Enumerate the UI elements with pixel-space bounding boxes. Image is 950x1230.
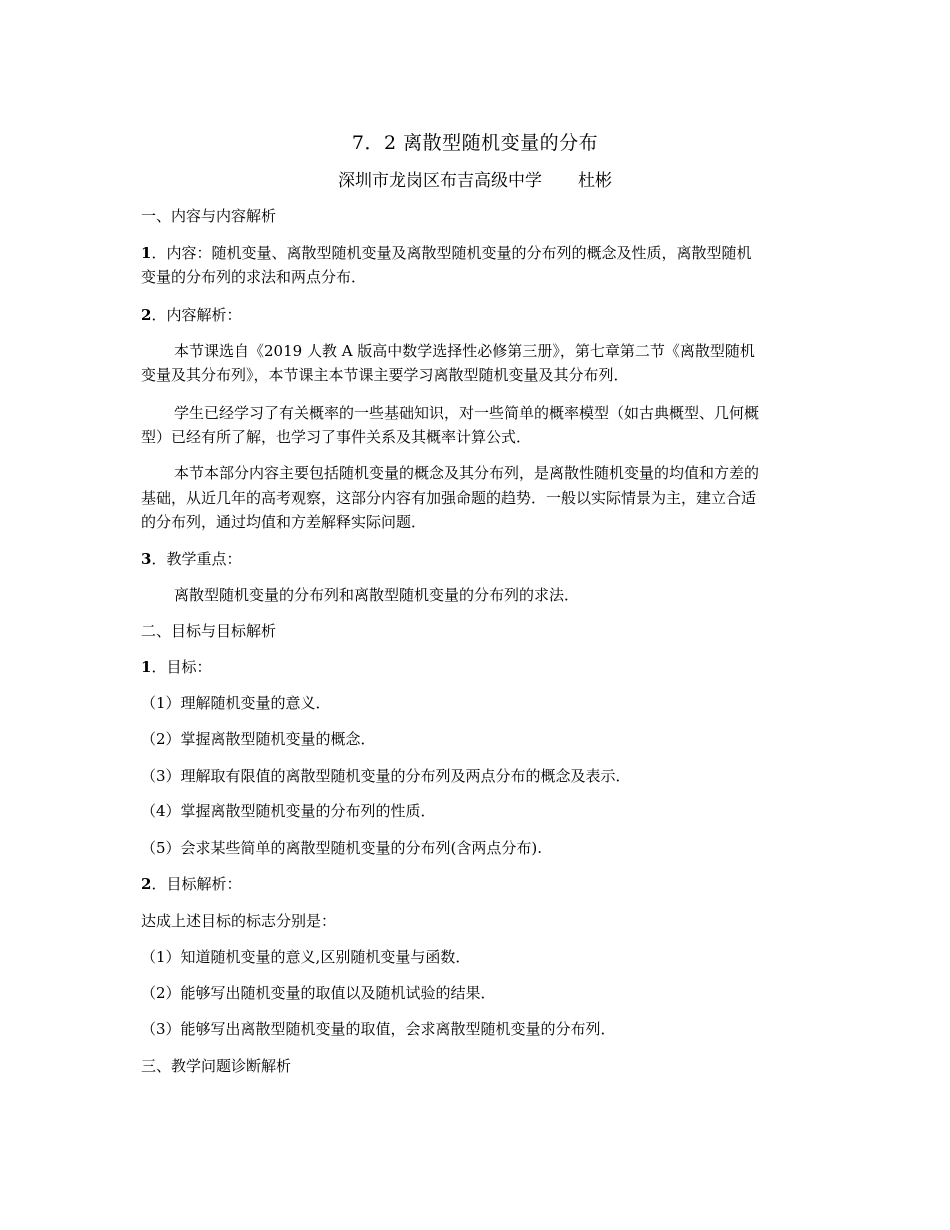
s2-goal-2: （2）掌握离散型随机变量的概念． xyxy=(141,730,376,748)
s1-item3-line: 3．教学重点： xyxy=(141,550,242,568)
s1-item1-line2: 变量的分布列的求法和两点分布． xyxy=(141,268,367,286)
s1-item2-line: 2．内容解析： xyxy=(141,306,242,324)
s1-item2-num: 2 xyxy=(141,306,152,324)
section1-heading: 一、内容与内容解析 xyxy=(141,207,277,225)
s2-analysis-2: （2）能够写出随机变量的取值以及随机试验的结果． xyxy=(141,984,496,1002)
s2-analysis-1: （1）知道随机变量的意义,区别随机变量与函数． xyxy=(141,948,471,966)
section2-heading: 二、目标与目标解析 xyxy=(141,622,277,640)
s1-para3-line2: 基础，从近几年的高考观察，这部分内容有加强命题的趋势．一般以实际情景为主，建立合适 xyxy=(141,489,757,507)
section3-heading: 三、教学问题诊断解析 xyxy=(141,1057,292,1075)
s1-para3-line3: 的分布列，通过均值和方差解释实际问题． xyxy=(141,513,427,531)
s1-para2-line1: 学生已经学习了有关概率的一些基础知识，对一些简单的概率模型（如古典概型、几何概 xyxy=(174,404,760,422)
s2-analysis-3: （3）能够写出离散型随机变量的取值，会求离散型随机变量的分布列． xyxy=(141,1020,616,1038)
doc-title: 7．2 离散型随机变量的分布 xyxy=(351,132,599,154)
s2-intro: 达成上述目标的标志分别是： xyxy=(141,912,337,930)
s1-item1-line1: 1．内容：随机变量、离散型随机变量及离散型随机变量的分布列的概念及性质，离散型随机 xyxy=(141,244,752,262)
s2-goal-1: （1）理解随机变量的意义． xyxy=(141,694,331,712)
s1-para1-line2: 变量及其分布列》，本节课主本节课主要学习离散型随机变量及其分布列． xyxy=(141,366,629,384)
s2-goal-3: （3）理解取有限值的离散型随机变量的分布列及两点分布的概念及表示． xyxy=(141,767,631,785)
s2-item2-line: 2．目标解析： xyxy=(141,875,242,893)
s2-goal-4: （4）掌握离散型随机变量的分布列的性质． xyxy=(141,802,436,820)
s2-goal-5: （5）会求某些简单的离散型随机变量的分布列(含两点分布). xyxy=(141,839,543,857)
s1-para3-line1: 本节本部分内容主要包括随机变量的概念及其分布列，是离散性随机变量的均值和方差的 xyxy=(174,464,760,482)
s1-para1-line1: 本节课选自《2019 人教 A 版高中数学选择性必修第三册》，第七章第二节《离散型随机 xyxy=(174,342,755,360)
author-name: 杜彬 xyxy=(578,171,612,191)
s1-para2-line2: 型）已经有所了解，也学习了事件关系及其概率计算公式． xyxy=(141,428,532,446)
s1-item3-num: 3 xyxy=(141,550,152,568)
s1-para4: 离散型随机变量的分布列和离散型随机变量的分布列的求法． xyxy=(174,586,580,604)
s2-item1-line: 1．目标： xyxy=(141,658,212,676)
s2-item2-num: 2 xyxy=(141,875,152,893)
s1-item1-num: 1 xyxy=(141,244,152,262)
doc-author-line xyxy=(0,170,950,192)
s2-item1-num: 1 xyxy=(141,658,152,676)
author-school: 深圳市龙岗区布吉高级中学 xyxy=(338,171,542,191)
